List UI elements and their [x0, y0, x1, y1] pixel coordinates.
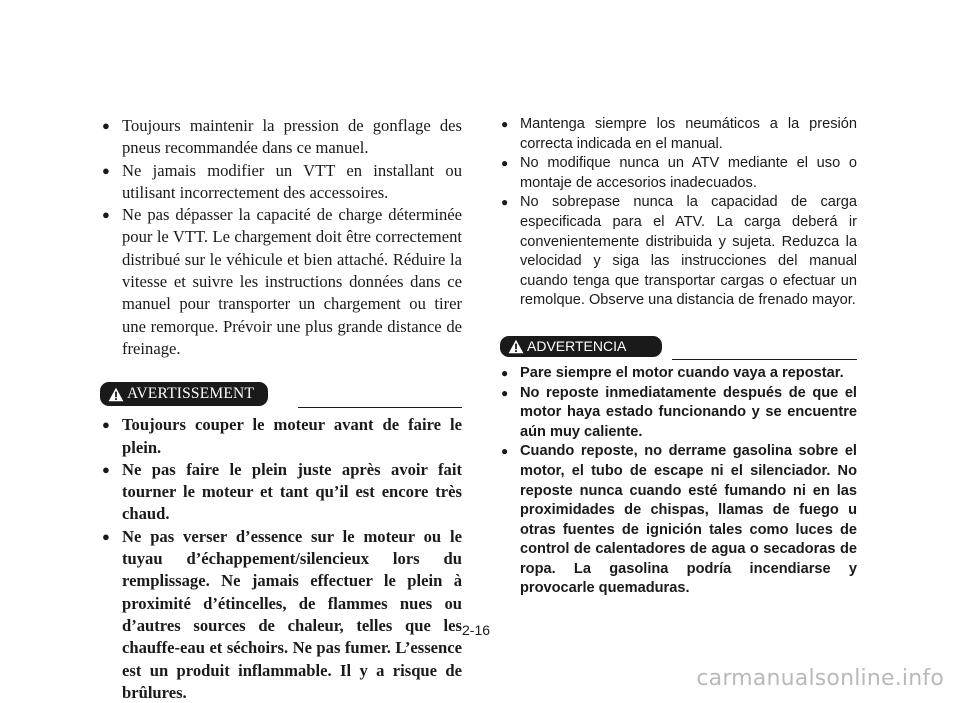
list-item: ● Toujours maintenir la pression de gonflage des pneus recommandée dans ce manuel.: [102, 116, 462, 158]
french-column: [100, 115, 462, 703]
warning-badge: [100, 382, 268, 406]
bullet-icon: ●: [102, 528, 110, 544]
list-item: ● No sobrepase nunca la capacidad de carga especificada para el ATV. La carga deberá ir convenientemente distribuida y sujeta. Reduzca la velocidad y siga las instrucciones del manual cuando tenga que transportar cargas o efectuar un remolque. Observe una distancia de frenado mayor.: [501, 194, 857, 309]
bullet-icon: ●: [501, 444, 509, 459]
list-item: ● Ne pas verser d’essence sur le moteur ou le tuyau d’échappement/silencieux lors du remplissage. Ne jamais effectuer le plein à proximité d’étincelles, de flammes nues ou d’autres sources de chaleur, telles que les chauffe-eau et séchoirs. Ne pas fumer. L’essence est un produit inflammable. Il y a risque de brûlures.: [102, 526, 462, 702]
bullet-icon: ●: [102, 207, 110, 223]
list-item: ● No reposte inmediatamente después de que el motor haya estado funcionando y se encuentre aún muy caliente.: [501, 384, 857, 440]
list-item: ● Ne jamais modifier un VTT en installant ou utilisant incorrectement des accessoires.: [102, 160, 462, 202]
warning-badge: [500, 336, 662, 357]
bullet-icon: ●: [501, 156, 509, 171]
bullet-icon: ●: [102, 461, 110, 477]
list-item: ● Toujours couper le moteur avant de faire le plein.: [102, 415, 462, 457]
list-item: ● Cuando reposte, no derrame gasolina sobre el motor, el tubo de escape ni el silenciador. No reposte nunca cuando esté fumando ni en las proximidades de chispas, llamas de fuego u otras fuentes de ignición tales como luces de control de calentadores de agua o secadoras de ropa. La gasolina podría incendiarse y provocarle quemaduras.: [501, 443, 857, 597]
bullet-icon: ●: [501, 117, 509, 131]
french-warning-list: [100, 414, 462, 703]
list-item: ● Ne pas dépasser la capacité de charge déterminée pour le VTT. Le chargement doit être correctement distribué sur le véhicule et bien attaché. Réduire la vitesse et suivre les instructions données dans ce manuel pour transporter un chargement ou tirer une remorque. Prévoir une plus grande distance de freinage.: [102, 205, 462, 358]
list-item: ● Mantenga siempre los neumáticos a la presión correcta indicada en el manual.: [501, 116, 857, 152]
bullet-icon: ●: [501, 385, 509, 400]
warning-label: ADVERTENCIA: [527, 337, 627, 354]
warning-rule: [298, 407, 462, 408]
spanish-column: [500, 115, 857, 599]
spanish-warning-header: [500, 336, 857, 360]
spanish-intro-list: [500, 115, 857, 311]
page-number: 2-16: [462, 622, 491, 638]
bullet-icon: ●: [102, 118, 110, 133]
warning-triangle-icon: [508, 339, 524, 354]
spanish-warning-list: [500, 364, 857, 599]
bullet-icon: ●: [501, 365, 509, 380]
bullet-icon: ●: [501, 195, 509, 210]
french-warning-header: [100, 382, 462, 410]
french-intro-list: [100, 115, 462, 360]
list-item: ● No modifique nunca un ATV mediante el uso o montaje de accesorios inadecuados.: [501, 155, 857, 191]
watermark: carmanualsonline.info: [696, 666, 944, 691]
warning-rule: [672, 359, 857, 360]
bullet-icon: ●: [102, 162, 110, 178]
warning-triangle-icon: [108, 387, 124, 402]
list-item: ● Pare siempre el motor cuando vaya a repostar.: [500, 364, 857, 384]
bullet-icon: ●: [102, 417, 110, 433]
warning-label: AVERTISSEMENT: [127, 385, 255, 403]
list-item: ● Ne pas faire le plein juste après avoir fait tourner le moteur et tant qu’il est encore très chaud.: [102, 459, 462, 524]
